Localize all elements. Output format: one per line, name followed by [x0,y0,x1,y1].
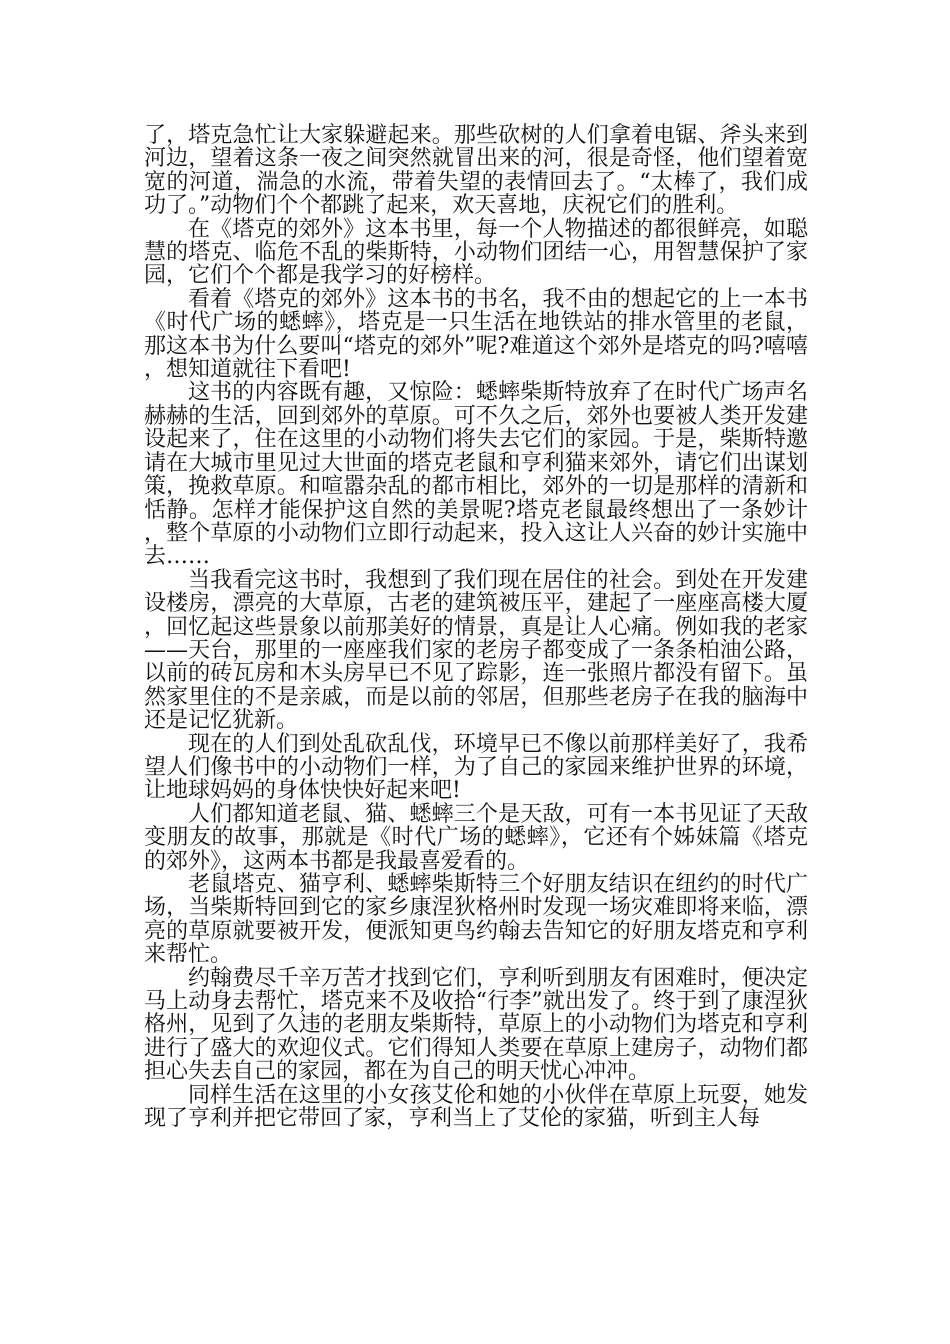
paragraph-2: 在《塔克的郊外》这本书里，每一个人物描述的都很鲜亮，如聪慧的塔克、临危不乱的柴斯特，小动物们团结一心，用智慧保护了家园，它们个个都是我学习的好榜样。 [144,216,808,289]
paragraph-9: 约翰费尽千辛万苦才找到它们，亨利听到朋友有困难时，便决定马上动身去帮忙，塔克来不及收拾“行李”就出发了。终于到了康涅狄格州，见到了久违的老朋友柴斯特，草原上的小动物们为塔克和亨利进行了盛大的欢迎仪式。它们得知人类要在草原上建房子，动物们都担心失去自己的家园，都在为自己的明天忧心冲冲。 [144,965,808,1085]
paragraph-10: 同样生活在这里的小女孩艾伦和她的小伙伴在草原上玩耍，她发现了亨利并把它带回了家，亨利当上了艾伦的家猫，听到主人每 [144,1082,808,1132]
paragraph-5: 当我看完这书时，我想到了我们现在居住的社会。到处在开发建设楼房，漂亮的大草原，古老的建筑被压平，建起了一座座高楼大厦，回忆起这些景象以前那美好的情景，真是让人心痛。例如我的老家——天台，那里的一座座我们家的老房子都变成了一条条柏油公路，以前的砖瓦房和木头房早已不见了踪影，连一张照片都没有留下。虽然家里住的不是亲戚，而是以前的邻居，但那些老房子在我的脑海中还是记忆犹新。 [144,567,808,734]
document-body [144,124,808,1130]
paragraph-4: 这书的内容既有趣，又惊险：蟋蟀柴斯特放弃了在时代广场声名赫赫的生活，回到郊外的草原。可不久之后，郊外也要被人类开发建设起来了，住在这里的小动物们将失去它们的家园。于是，柴斯特邀请在大城市里见过大世面的塔克老鼠和亨利猫来郊外，请它们出谋划策，挽救草原。和喧嚣杂乱的都市相比，郊外的一切是那样的清新和恬静。怎样才能保护这自然的美景呢?塔克老鼠最终想出了一条妙计，整个草原的小动物们立即行动起来，投入这让人兴奋的妙计实施中去…… [144,380,808,570]
paragraph-1: 了，塔克急忙让大家躲避起来。那些砍树的人们拿着电锯、斧头来到河边，望着这条一夜之间突然就冒出来的河，很是奇怪，他们望着宽宽的河道，湍急的水流，带着失望的表情回去了。“太棒了，我们成功了。”动物们个个都跳了起来，欢天喜地，庆祝它们的胜利。 [144,123,808,219]
paragraph-3: 看着《塔克的郊外》这本书的书名，我不由的想起它的上一本书《时代广场的蟋蟀》，塔克是一只生活在地铁站的排水管里的老鼠，那这本书为什么要叫“塔克的郊外”呢?难道这个郊外是塔克的吗?嘻嘻，想知道就往下看吧! [144,286,808,383]
paragraph-7: 人们都知道老鼠、猫、蟋蟀三个是天敌，可有一本书见证了天敌变朋友的故事，那就是《时代广场的蟋蟀》，它还有个姊妹篇《塔克的郊外》，这两本书都是我最喜爱看的。 [144,801,808,874]
paragraph-6: 现在的人们到处乱砍乱伐，环境早已不像以前那样美好了，我希望人们像书中的小动物们一样，为了自己的家园来维护世界的环境，让地球妈妈的身体快快好起来吧! [144,731,808,804]
paragraph-8: 老鼠塔克、猫亨利、蟋蟀柴斯特三个好朋友结识在纽约的时代广场，当柴斯特回到它的家乡康涅狄格州时发现一场灾难即将来临，漂亮的草原就要被开发，便派知更鸟约翰去告知它的好朋友塔克和亨利来帮忙。 [144,872,808,968]
